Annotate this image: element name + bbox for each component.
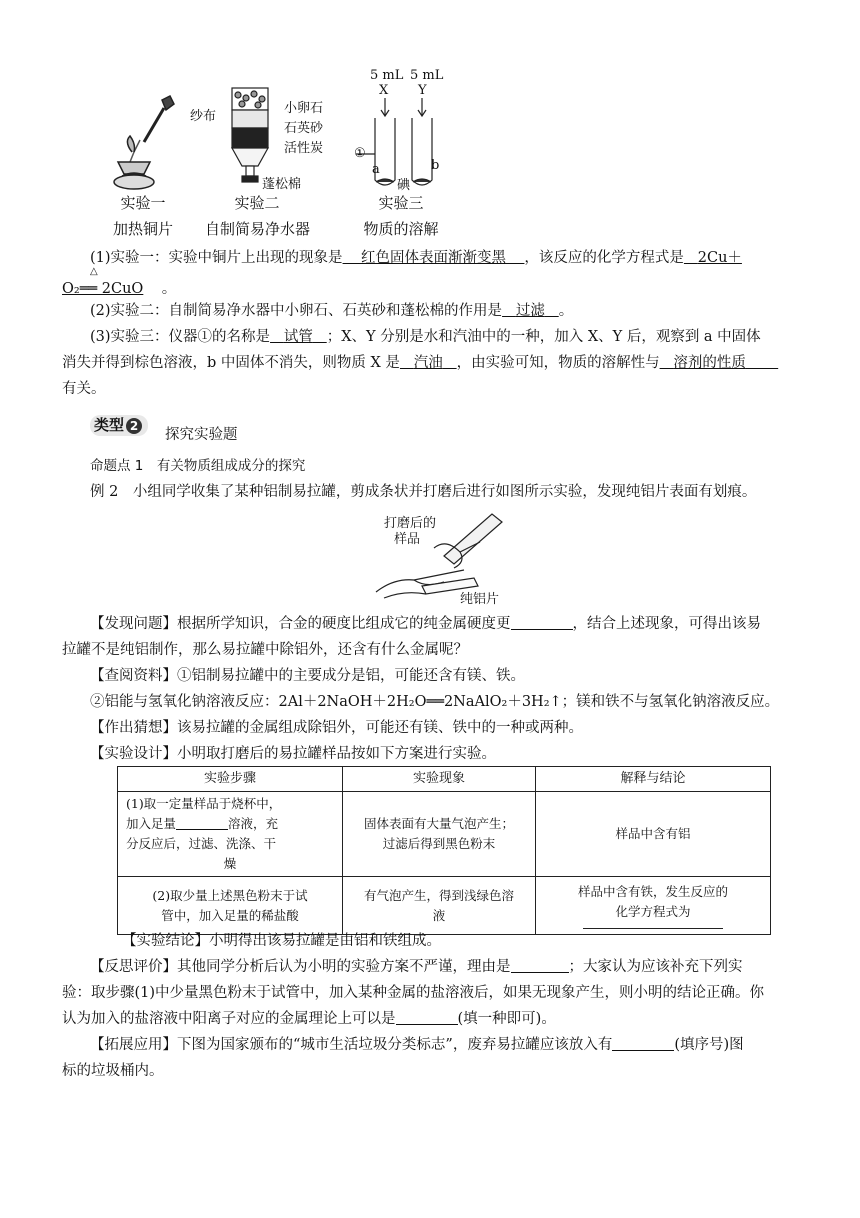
filter-label-pebble: 小卵石: [284, 101, 324, 116]
blank-metal[interactable]: [396, 1010, 458, 1025]
extend-line-1: 【拓展应用】下图为国家颁布的“城市生活垃圾分类标志”，废弃易拉罐应该放入有 (填序号)图: [90, 1037, 744, 1053]
label-a: a: [372, 162, 380, 177]
q3-answer-1: 试管: [283, 329, 313, 345]
type-number: 2: [126, 418, 142, 434]
design: 【实验设计】小明取打磨后的易拉罐样品按如下方案进行实验。: [90, 746, 496, 762]
table-row: [118, 792, 771, 877]
header-steps: 实验步骤: [118, 767, 343, 792]
reflect-line-2: 验：取步骤(1)中少量黑色粉末于试管中，加入某种金属的盐溶液后，如果无现象产生，则小明的结论正确。你: [62, 985, 765, 1001]
q1-answer-1: 红色固体表面渐渐变黑: [360, 250, 506, 266]
q3-line-3: 有关。: [62, 381, 106, 397]
discover-line-2: 拉罐不是纯铝制作，那么易拉罐中除铝外，还含有什么金属呢？: [62, 642, 468, 658]
exp3-label: 实验三: [378, 194, 424, 212]
delta-symbol: △: [90, 266, 98, 277]
filter-label-gauze: 纱布: [190, 109, 217, 124]
type-badge: 类型 2: [90, 415, 148, 436]
exp2-caption: 自制简易净水器: [204, 220, 310, 238]
experiment-table: [117, 766, 771, 935]
exp1-label: 实验一: [120, 194, 166, 212]
reflect-line-3: 认为加入的盐溶液中阳离子对应的金属理论上可以是 (填一种即可)。: [62, 1011, 556, 1027]
topic-heading: 命题点 1 有关物质组成成分的探究: [90, 458, 306, 474]
info-1: 【查阅资料】①铝制易拉罐中的主要成分是铝，可能还含有镁、铁。: [90, 668, 525, 684]
guess: 【作出猜想】该易拉罐的金属组成除铝外，可能还有镁、铁中的一种或两种。: [90, 720, 583, 736]
q3-answer-2: 汽油: [413, 355, 443, 371]
conclusion: 【实验结论】小明得出该易拉罐是由铝和铁组成。: [122, 933, 441, 949]
label-sample-1: 打磨后的: [384, 516, 437, 531]
exp1-caption: 加热铜片: [112, 220, 173, 238]
q3-line-1: (3)实验三：仪器①的名称是 试管 ；X、Y 分别是水和汽油中的一种，加入 X、Y 后，观察到 a 中固体: [90, 329, 761, 345]
q2-answer: 过滤: [515, 303, 545, 319]
vol-y: 5 mL: [410, 68, 444, 83]
exp3-caption: 物质的溶解: [363, 220, 439, 238]
label-sample-2: 样品: [394, 532, 421, 547]
label-pure-al: 纯铝片: [460, 592, 500, 607]
row2-conclusion: 样品中含有铁，发生反应的 化学方程式为: [536, 877, 771, 935]
heating-copper-illustration: [104, 92, 184, 192]
vol-x: 5 mL: [370, 68, 404, 83]
label-b: b: [431, 158, 440, 173]
reflect-line-1: 【反思评价】其他同学分析后认为小明的实验方案不严谨，理由是 ；大家认为应该补充下列实: [90, 959, 743, 975]
info-2: ②铝能与氢氧化钠溶液反应：2Al＋2NaOH＋2H₂O══2NaAlO₂＋3H₂↑；镁和铁不与氢氧化钠溶液反应。: [90, 694, 780, 710]
filter-label-sand: 石英砂: [284, 121, 324, 136]
q3-line-2: 消失并得到棕色溶液，b 中固体不消失，则物质 X 是 汽油 ，由实验可知，物质的溶解性与 溶剂的性质: [62, 352, 798, 374]
blank-equation[interactable]: [583, 924, 723, 929]
filter-label-cotton: 蓬松棉: [262, 177, 302, 192]
blank-hardness[interactable]: [511, 615, 573, 630]
label-y: Y: [418, 83, 427, 98]
header-conclusion: 解释与结论: [536, 767, 771, 792]
table-header-row: [118, 767, 771, 792]
header-phenomena: 实验现象: [343, 767, 536, 792]
row1-phenomena: 固体表面有大量气泡产生； 过滤后得到黑色粉末: [343, 792, 536, 877]
q2-line: (2)实验二：自制简易净水器中小卵石、石英砂和蓬松棉的作用是 过滤 。: [90, 303, 574, 319]
q3-answer-3: 溶剂的性质: [673, 355, 746, 371]
blank-reason[interactable]: [511, 958, 569, 973]
type-title: 探究实验题: [165, 427, 238, 443]
row2-steps: (2)取少量上述黑色粉末于试 管中，加入足量的稀盐酸: [118, 877, 343, 935]
q1-answer-2b: O₂══ 2CuO: [62, 281, 144, 297]
row1-steps: (1)取一定量样品于烧杯中， 加入足量 溶液，充 分反应后，过滤、洗涤、干 燥: [118, 792, 343, 877]
mark-1: ①: [354, 146, 366, 161]
row2-phenomena: 有气泡产生，得到浅绿色溶 液: [343, 877, 536, 935]
q1-answer-2a: 2Cu＋: [697, 250, 742, 266]
blank-bin-number[interactable]: [612, 1036, 674, 1051]
row1-conclusion: 样品中含有铝: [536, 792, 771, 877]
label-iodine: 碘: [397, 178, 411, 193]
q1-line: (1)实验一：实验中铜片上出现的现象是 红色固体表面渐渐变黑 ，该反应的化学方程式是 2Cu＋: [90, 250, 742, 266]
label-x: X: [379, 83, 389, 98]
blank-solution[interactable]: [176, 815, 228, 830]
exp2-label: 实验二: [234, 194, 280, 212]
q1-line-2: O₂══ 2CuO 。: [62, 281, 177, 297]
example-2: 例 2 小组同学收集了某种铝制易拉罐，剪成条状并打磨后进行如图所示实验，发现纯铝片表面有划痕。: [90, 484, 757, 500]
extend-line-2: 标的垃圾桶内。: [62, 1063, 164, 1079]
filter-label-carbon: 活性炭: [284, 141, 324, 156]
table-row: [118, 877, 771, 935]
discover-line-1: 【发现问题】根据所学知识，合金的硬度比组成它的纯金属硬度更 ，结合上述现象，可得出该易: [90, 616, 761, 632]
